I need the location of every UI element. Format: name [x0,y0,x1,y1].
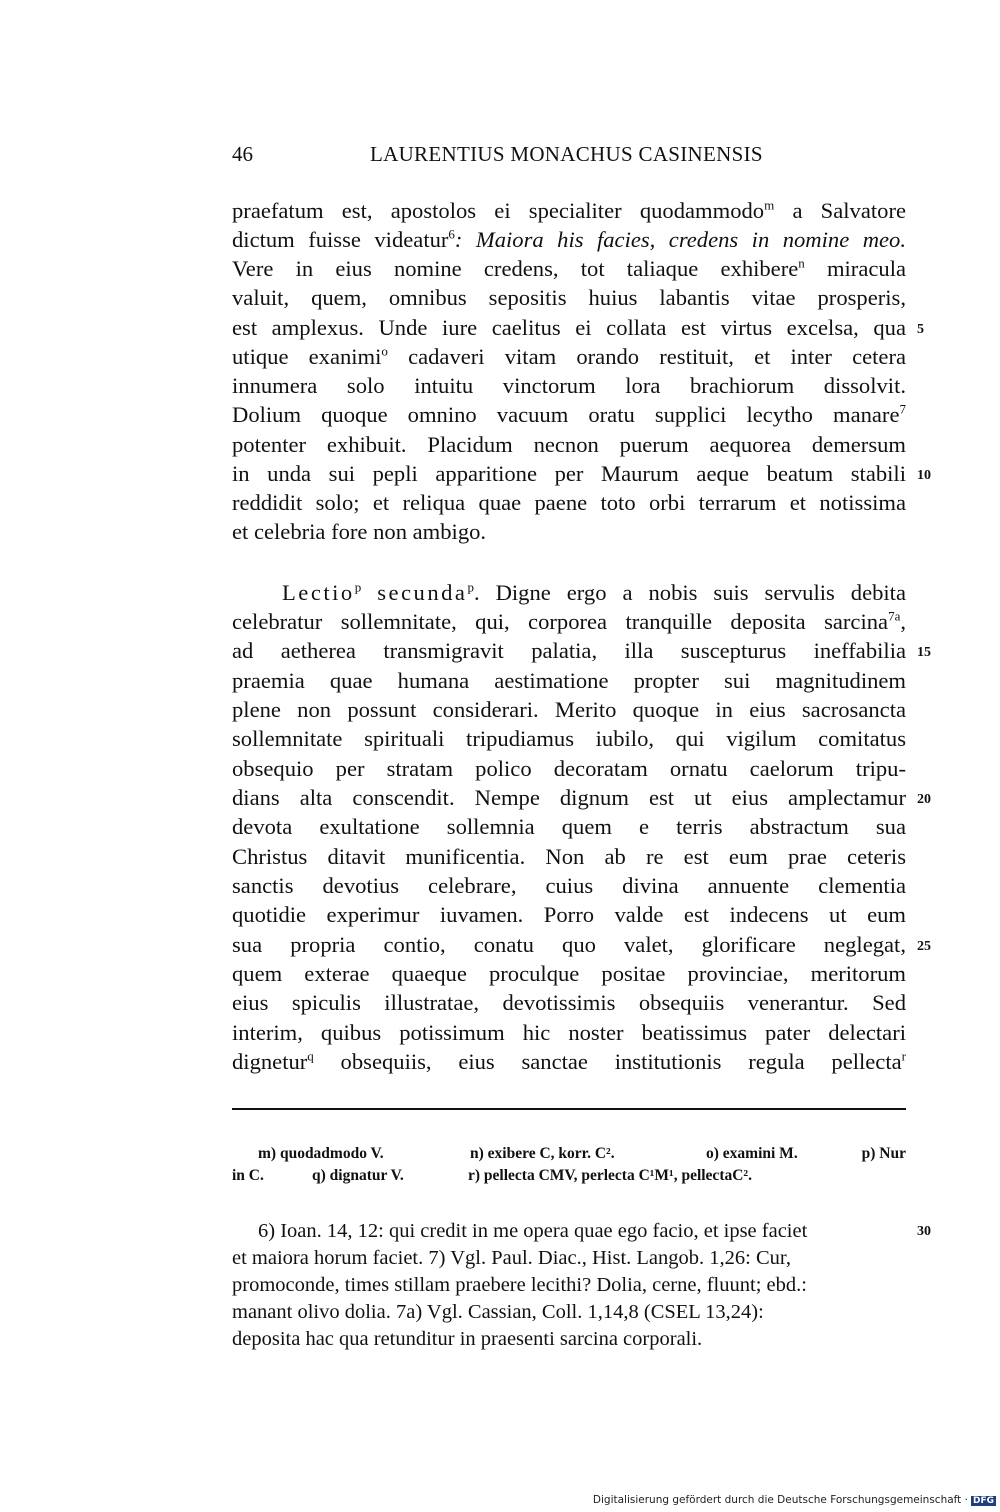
text-line: utique exanimi$^o$ cadaveri vitam orando restituit, et inter cetera [232,343,907,369]
line-number: 15 [917,645,931,660]
text-line: potenter exhibuit. Placidum necnon puerum aequorea demersum [232,432,906,457]
text-line: quem exterae quaeque proculque positae provinciae, meritorum [232,961,906,986]
text-line: quotidie experimur iuvamen. Porro valde est indecens ut eum [232,902,906,927]
text-line: dictum fuisse videatur$^6$: Maiora his facies, credens in nomine meo. [232,226,906,252]
text-line: Vere in eius nomine credens, tot taliaque exhibere$^n$ miracula [232,255,906,281]
text-line: devota exultatione sollemnia quem e terris abstractum sua [232,814,906,839]
footnote-line: deposita hac qua retunditur in praesenti sarcina corporali. [232,1328,703,1350]
text-line: sanctis devotius celebrare, cuius divina annuente clementia [232,873,906,898]
line-number: 5 [917,322,924,337]
text-line: dians alta conscendit. Nempe dignum est ut eius amplectamur [232,785,906,810]
line-number: 25 [917,939,931,954]
line-number: 30 [917,1224,931,1239]
footnote-line: et maiora horum faciet. 7) Vgl. Paul. Diac., Hist. Langob. 1,26: Cur, [232,1247,792,1269]
text-line: praemia quae humana aestimatione propter sui magnitudinem [232,668,906,693]
text-line: et celebria fore non ambigo. [232,519,487,544]
footnote-rule [232,1108,906,1110]
line-number: 20 [917,792,931,807]
text-line: celebratur sollemnitate, qui, corporea tranquille deposita sarcina$^{7a}$, [232,608,906,634]
text-line: obsequio per stratam polico decoratam ornatu caelorum tripu- [232,756,906,781]
digitization-credit: Digitalisierung gefördert durch die Deutsche Forschungsgemeinschaft · DFG [592,1494,994,1506]
footnote-line: promoconde, times stillam praebere lecithi? Dolia, cerne, fluunt; ebd.: [232,1274,807,1296]
text-line: valuit, quem, omnibus sepositis huius labantis vitae prosperis, [232,285,906,310]
text-line: praefatum est, apostolos ei specialiter quodammodo$^m$ a Salvatore [232,197,906,223]
text-line: est amplexus. Unde iure caelitus ei collata est virtus excelsa, qua [232,315,906,340]
footnote-line: manant olivo dolia. 7a) Vgl. Cassian, Coll. 1,14,8 (CSEL 13,24): [232,1301,764,1323]
text-line: plene non possunt considerari. Merito quoque in eius sacrosancta [232,697,906,722]
text-line: sollemnitate spirituali tripudiamus iubilo, qui vigilum comitatus [232,726,906,751]
line-number: 10 [917,468,931,483]
running-header [232,142,904,172]
text-line: sua propria contio, conatu quo valet, glorificare neglegat, [232,932,906,957]
lectio-heading-line: Lectio$^p$ secunda$^p$. Digne ergo a nobis suis servulis debita [282,579,906,605]
dfg-logo: DFG [972,1496,994,1506]
text-line: Dolium quoque omnino vacuum oratu supplici lecytho manare$^7$ [232,401,906,427]
text-line: innumera solo intuitu vinctorum lora brachiorum dissolvit. [232,373,906,398]
text-line: reddidit solo; et reliqua quae paene toto orbi terrarum et notissima [232,490,906,515]
text-line: eius spiculis illustratae, devotissimis obsequiis venerantur. Sed [232,990,906,1015]
footnote-line: 6) Ioan. 14, 12: qui credit in me opera quae ego facio, et ipse faciet [258,1220,808,1242]
text-line: interim, quibus potissimum hic noster beatissimus pater delectari [232,1020,906,1045]
running-title: LAURENTIUS MONACHUS CASINENSIS [370,142,763,166]
text-line: Christus ditavit munificentia. Non ab re est eum prae ceteris [232,844,906,869]
text-line: in unda sui pepli apparitione per Maurum aeque beatum stabili [232,461,906,486]
page-number: 46 [232,142,253,166]
text-line: ad aetherea transmigravit palatia, illa suscepturus ineffabilia [232,638,906,663]
text-line: dignetur$^q$ obsequiis, eius sanctae institutionis regula pellecta$^r$ [232,1048,906,1074]
